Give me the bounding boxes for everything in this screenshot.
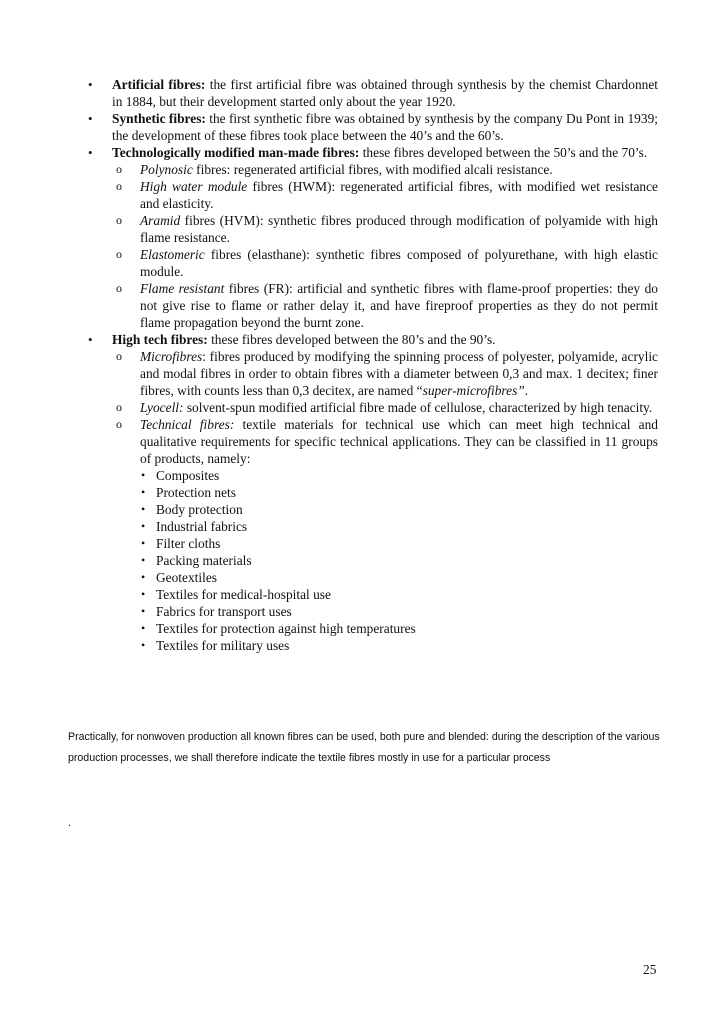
list-item-modified-fibres — [88, 144, 658, 161]
product-label: Composites — [156, 468, 220, 483]
item-text: these fibres developed between the 80’s and the 90’s. — [207, 332, 496, 347]
product-label: Textiles for protection against high temperatures — [156, 621, 416, 636]
stray-mark: . — [68, 815, 71, 829]
item-text: the first synthetic fibre was obtained by synthesis by the company Du Pont in 1939; the development of these fibres took place between the 40’s and the 60’s. — [112, 111, 658, 143]
product-item — [88, 467, 658, 484]
product-label: Textiles for medical-hospital use — [156, 587, 331, 602]
bullet-icon: • — [141, 587, 146, 601]
sub-item-lyocell — [88, 399, 658, 416]
bullet-icon: • — [141, 502, 146, 516]
sub-item-text: fibres (HVM): synthetic fibres produced through modification of polyamide with high flame resistance. — [140, 213, 658, 245]
circle-bullet-icon: o — [116, 247, 122, 261]
sub-item-heading: Lyocell: — [140, 400, 184, 415]
bullet-icon: • — [141, 604, 146, 618]
list-item-synthetic-fibres — [88, 110, 658, 144]
bullet-icon: • — [141, 553, 146, 567]
product-label: Packing materials — [156, 553, 252, 568]
product-item — [88, 552, 658, 569]
item-heading: Synthetic fibres: — [112, 111, 206, 126]
product-label: Fabrics for transport uses — [156, 604, 292, 619]
product-item — [88, 484, 658, 501]
product-item — [88, 518, 658, 535]
bullet-icon: • — [141, 485, 146, 499]
sub-item-heading: Technical fibres: — [140, 417, 235, 432]
product-label: Filter cloths — [156, 536, 221, 551]
sub-item-text: fibres (FR): artificial and synthetic fibres with flame-proof properties: they do not give rise to flame or rather delay it, and have fireproof properties as they do not permit flame propagation beyond the burnt zone. — [140, 281, 658, 330]
item-heading: High tech fibres: — [112, 332, 208, 347]
sub-item-text: : fibres produced by modifying the spinning process of polyester, polyamide, acrylic and modal fibres in order to obtain fibres with a diameter between 0,3 and max. 1 decitex; finer fibres, with counts less than 0,3 decitex, are named “ — [140, 349, 658, 398]
bullet-icon: • — [141, 570, 146, 584]
item-text: these fibres developed between the 50’s and the 70’s. — [359, 145, 648, 160]
sub-item-flame-resistant — [88, 280, 658, 331]
bullet-icon: • — [88, 111, 93, 126]
product-item — [88, 569, 658, 586]
circle-bullet-icon: o — [116, 417, 122, 431]
sub-item-high-water-module — [88, 178, 658, 212]
product-label: Textiles for military uses — [156, 638, 290, 653]
bullet-icon: • — [88, 332, 93, 347]
circle-bullet-icon: o — [116, 349, 122, 363]
item-heading: Technologically modified man-made fibres: — [112, 145, 360, 160]
sub-item-technical-fibres — [88, 416, 658, 467]
bullet-icon: • — [88, 77, 93, 92]
circle-bullet-icon: o — [116, 162, 122, 176]
sub-item-heading: Flame resistant — [140, 281, 225, 296]
sub-item-microfibres — [88, 348, 658, 399]
product-label: Industrial fabrics — [156, 519, 248, 534]
product-label: Body protection — [156, 502, 243, 517]
closing-paragraph: Practically, for nonwoven production all known fibres can be used, both pure and blended: during the description of the various production processes, we shall therefore indicate the textile fibres mostly in use for a particular process — [68, 731, 660, 764]
bullet-icon: • — [141, 621, 146, 635]
product-item — [88, 603, 658, 620]
item-heading: Artificial fibres: — [112, 77, 206, 92]
circle-bullet-icon: o — [116, 179, 122, 193]
product-item — [88, 637, 658, 654]
sub-item-heading: Aramid — [140, 213, 181, 228]
circle-bullet-icon: o — [116, 281, 122, 295]
list-item-high-tech-fibres — [88, 331, 658, 348]
product-item — [88, 586, 658, 603]
sub-item-text: textile materials for technical use which can meet high technical and qualitative requirements for specific technical applications. They can be classified in 11 groups of products, namely: — [140, 417, 658, 466]
sub-item-heading: High water module — [140, 179, 248, 194]
fibre-list — [88, 76, 658, 654]
circle-bullet-icon: o — [116, 400, 122, 414]
bullet-icon: • — [141, 519, 146, 533]
product-item — [88, 535, 658, 552]
sub-item-elastomeric — [88, 246, 658, 280]
bullet-icon: • — [141, 468, 146, 482]
sub-item-text: solvent-spun modified artificial fibre made of cellulose, characterized by high tenacity. — [183, 400, 653, 415]
sub-item-text: fibres (elasthane): synthetic fibres composed of polyurethane, with high elastic module. — [140, 247, 658, 279]
product-label: Geotextiles — [156, 570, 217, 585]
sub-item-italic-term: super-microfibres” — [422, 383, 525, 398]
bullet-icon: • — [88, 145, 93, 160]
sub-item-text: fibres (HWM): regenerated artificial fibres, with modified wet resistance and elasticity. — [140, 179, 658, 211]
circle-bullet-icon: o — [116, 213, 122, 227]
sub-item-text: fibres: regenerated artificial fibres, with modified alcali resistance. — [192, 162, 553, 177]
product-label: Protection nets — [156, 485, 236, 500]
page-number: 25 — [643, 962, 657, 977]
sub-item-aramid — [88, 212, 658, 246]
product-item — [88, 501, 658, 518]
list-item-artificial-fibres — [88, 76, 658, 110]
item-text: the first artificial fibre was obtained through synthesis by the chemist Chardonnet in 1884, but their development started only about the year 1920. — [112, 77, 659, 109]
bullet-icon: • — [141, 638, 146, 652]
sub-item-polynosic — [88, 161, 658, 178]
sub-item-text-end: . — [524, 383, 529, 398]
product-item — [88, 620, 658, 637]
sub-item-heading: Microfibres — [140, 349, 203, 364]
bullet-icon: • — [141, 536, 146, 550]
sub-item-heading: Elastomeric — [140, 247, 205, 262]
sub-item-heading: Polynosic — [140, 162, 193, 177]
